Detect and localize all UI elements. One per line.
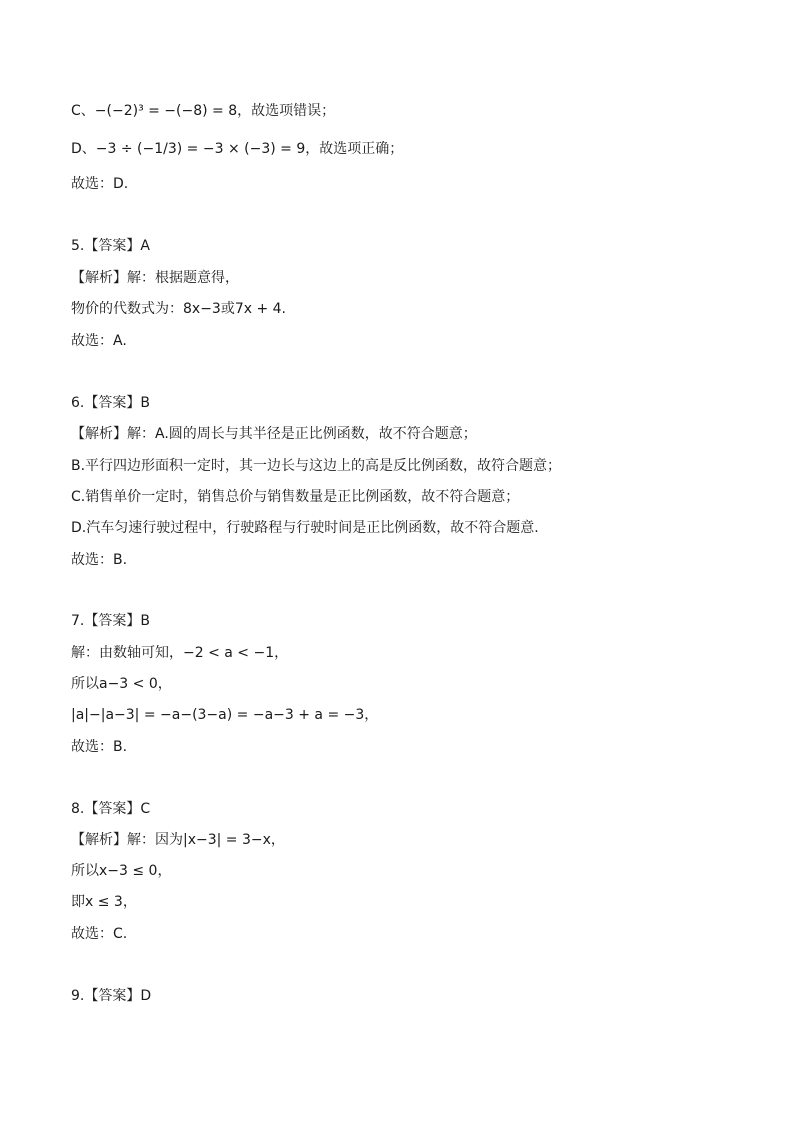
text-line-choice-6: 故选：B. bbox=[71, 552, 128, 568]
answer-heading-6: 6.【答案】B bbox=[71, 395, 150, 411]
text-line-choice-4: 故选：D. bbox=[71, 176, 129, 192]
text-line-choice-7: 故选：B. bbox=[71, 739, 128, 755]
analysis-line-7-2: 所以a−3 < 0， bbox=[71, 676, 172, 692]
analysis-line-7-3: |a|−|a−3| = −a−(3−a) = −a−3 + a = −3， bbox=[71, 707, 379, 723]
text-line-option-d: D、−3 ÷ (−1/3) = −3 × (−3) = 9，故选项正确； bbox=[71, 141, 404, 157]
text-line-choice-8: 故选：C. bbox=[71, 926, 128, 942]
analysis-line-6-c: C.销售单价一定时，销售总价与销售数量是正比例函数，故不符合题意； bbox=[71, 489, 520, 505]
answer-heading-7: 7.【答案】B bbox=[71, 613, 150, 629]
answer-heading-9: 9.【答案】D bbox=[71, 988, 152, 1004]
answer-heading-8: 8.【答案】C bbox=[71, 801, 151, 817]
answer-heading-5: 5.【答案】A bbox=[71, 238, 150, 254]
analysis-line-6-a: 【解析】解：A.圆的周长与其半径是正比例函数，故不符合题意； bbox=[71, 426, 477, 442]
analysis-line-8-1: 【解析】解：因为|x−3| = 3−x， bbox=[71, 832, 285, 848]
analysis-line-6-d: D.汽车匀速行驶过程中，行驶路程与行驶时间是正比例函数，故不符合题意. bbox=[71, 520, 539, 536]
analysis-line-6-b: B.平行四边形面积一定时，其一边长与这边上的高是反比例函数，故符合题意； bbox=[71, 458, 562, 474]
analysis-line-5-2: 物价的代数式为：8x−3或7x + 4. bbox=[71, 301, 287, 317]
analysis-line-8-2: 所以x−3 ≤ 0， bbox=[71, 863, 172, 879]
text-line-option-c: C、−(−2)³ = −(−8) = 8，故选项错误； bbox=[71, 103, 336, 119]
analysis-line-5-1: 【解析】解：根据题意得， bbox=[71, 270, 239, 286]
analysis-line-7-1: 解：由数轴可知，−2 < a < −1， bbox=[71, 645, 289, 661]
analysis-line-8-3: 即x ≤ 3， bbox=[71, 894, 137, 910]
text-line-choice-5: 故选：A. bbox=[71, 333, 127, 349]
